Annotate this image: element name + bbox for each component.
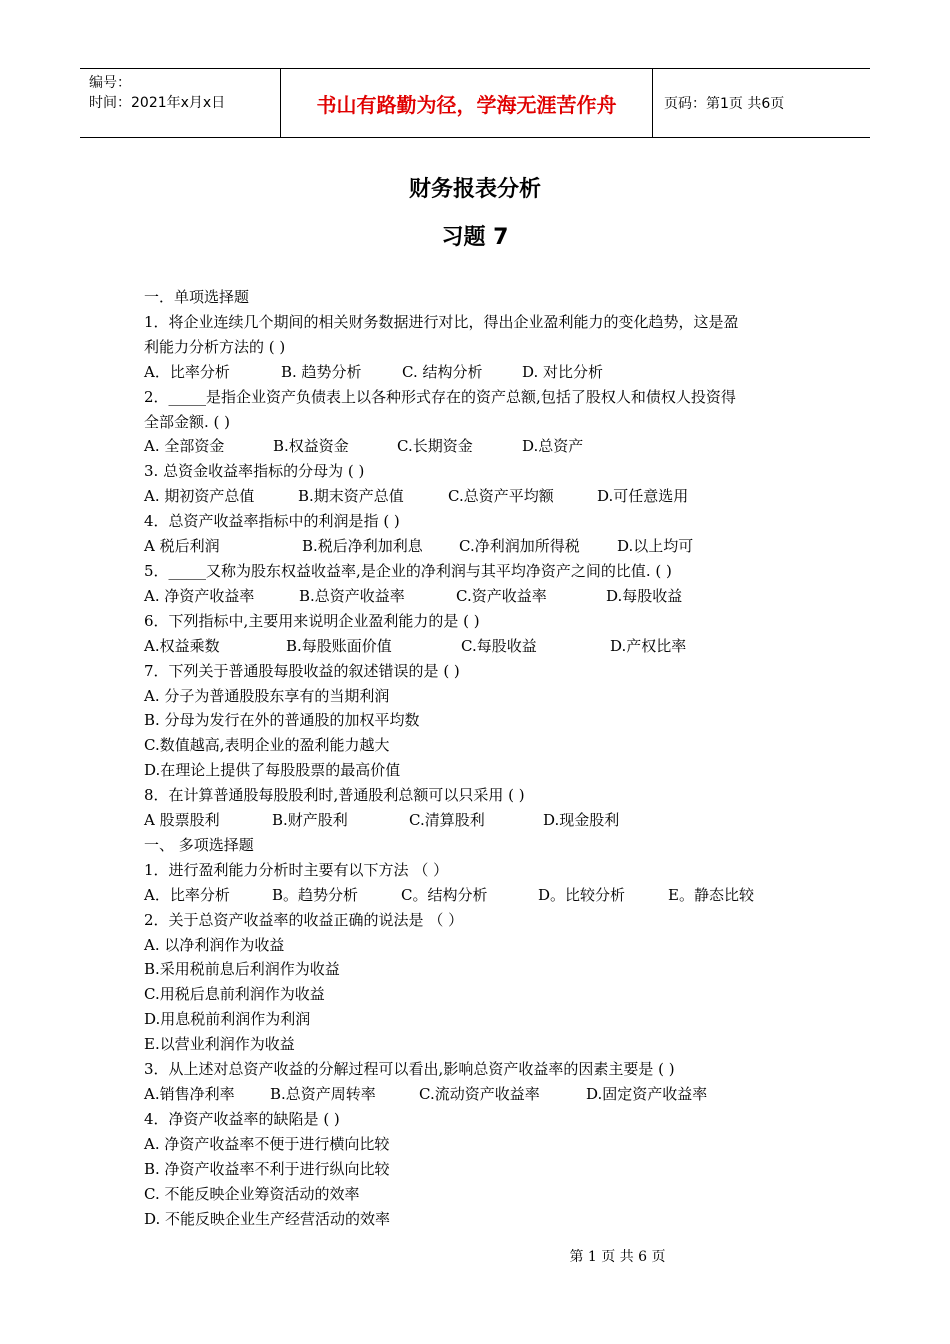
option: A．比率分析 xyxy=(144,885,230,904)
option: D.用息税前利润作为利润 xyxy=(144,1010,311,1029)
option: C. 结构分析 xyxy=(402,362,483,381)
multi-question-3-options xyxy=(144,1082,814,1107)
option: D.每股收益 xyxy=(606,586,683,605)
document-title: 财务报表分析 xyxy=(408,177,541,202)
option: A. 净资产收益率 xyxy=(144,586,255,605)
page-header xyxy=(80,68,870,138)
header-number: 编号： xyxy=(89,75,131,91)
option: D.在理论上提供了每股股票的最高价值 xyxy=(144,761,401,780)
option: B.税后净利加利息 xyxy=(302,537,423,556)
question-5-options xyxy=(144,584,814,609)
header-motto: 书山有路勤为径，学海无涯苦作舟 xyxy=(281,69,653,137)
option: C.长期资金 xyxy=(397,437,473,456)
option: A. 分子为普通股股东享有的当期利润 xyxy=(144,686,390,705)
option: C.资产收益率 xyxy=(456,586,547,605)
option: B. 分母为发行在外的普通股的加权平均数 xyxy=(144,711,420,730)
header-time: 时间：2021年x月x日 xyxy=(89,95,226,111)
multi-question-2-text: 2．关于总资产收益率的收益正确的说法是 （ ） xyxy=(144,910,464,929)
option: D.以上均可 xyxy=(617,537,694,556)
option: D.现金股利 xyxy=(543,811,620,830)
option: C.每股收益 xyxy=(461,636,537,655)
section-heading-single: 一．单项选择题 xyxy=(144,288,250,306)
question-2-options xyxy=(144,434,814,459)
option: A 税后利润 xyxy=(144,537,220,556)
option: C.总资产平均额 xyxy=(448,487,554,506)
question-4-options xyxy=(144,534,814,559)
option: A. 期初资产总值 xyxy=(144,487,255,506)
question-3-options xyxy=(144,484,814,509)
option: E.以营业利润作为收益 xyxy=(144,1035,295,1054)
multi-question-4-text: 4．净资产收益率的缺陷是 ( ) xyxy=(144,1109,340,1128)
question-1-text: 1．将企业连续几个期间的相关财务数据进行对比，得出企业盈利能力的变化趋势，这是盈 xyxy=(144,312,739,331)
option: D.可任意选用 xyxy=(597,487,689,506)
option: B.总资产收益率 xyxy=(299,586,405,605)
question-6-text: 6．下列指标中,主要用来说明企业盈利能力的是 ( ) xyxy=(144,611,480,630)
option: C。结构分析 xyxy=(401,885,488,904)
option: C.数值越高,表明企业的盈利能力越大 xyxy=(144,736,390,755)
option: D.总资产 xyxy=(522,437,584,456)
question-2-text-cont: 全部金额. ( ) xyxy=(144,412,231,431)
option: D. 对比分析 xyxy=(522,362,604,381)
question-8-options xyxy=(144,808,814,833)
option: B.采用税前息后利润作为收益 xyxy=(144,960,340,979)
option: A 股票股利 xyxy=(144,811,220,830)
section-heading-multiple: 一、 多项选择题 xyxy=(144,835,254,854)
multi-question-1-text: 1．进行盈利能力分析时主要有以下方法 （ ） xyxy=(144,860,449,879)
option: C.净利润加所得税 xyxy=(459,537,580,556)
option: E。静态比较 xyxy=(668,885,754,904)
question-4-text: 4．总资产收益率指标中的利润是指 ( ) xyxy=(144,512,400,531)
option: A．比率分析 xyxy=(144,362,230,381)
option: A. 全部资金 xyxy=(144,437,225,456)
option: D.产权比率 xyxy=(610,636,687,655)
question-2-text: 2．_____是指企业资产负债表上以各种形式存在的资产总额,包括了股权人和债权人投资得 xyxy=(144,387,736,406)
option: B.权益资金 xyxy=(273,437,349,456)
option: A.销售净利率 xyxy=(144,1085,235,1103)
header-meta xyxy=(80,69,281,137)
option: D. 不能反映企业生产经营活动的效率 xyxy=(144,1209,391,1228)
option: B.期末资产总值 xyxy=(298,487,404,506)
document-subtitle: 习题 7 xyxy=(441,225,509,250)
option: C.流动资产收益率 xyxy=(419,1085,540,1103)
option: D.固定资产收益率 xyxy=(586,1085,708,1103)
question-8-text: 8．在计算普通股每股股利时,普通股利总额可以只采用 ( ) xyxy=(144,786,525,805)
multi-question-1-options xyxy=(144,883,814,908)
question-3-text: 3. 总资金收益率指标的分母为 ( ) xyxy=(144,462,365,481)
question-1-text-cont: 利能力分析方法的 ( ) xyxy=(144,337,286,356)
option: C.用税后息前利润作为收益 xyxy=(144,985,325,1004)
header-page-info: 页码：第1页 共6页 xyxy=(664,96,785,112)
option: A. 净资产收益率不便于进行横向比较 xyxy=(144,1134,390,1153)
option: B.总资产周转率 xyxy=(270,1085,376,1103)
option: C.清算股利 xyxy=(409,811,485,830)
question-7-text: 7．下列关于普通股每股收益的叙述错误的是 ( ) xyxy=(144,661,460,680)
option: C. 不能反映企业筹资活动的效率 xyxy=(144,1184,360,1203)
option: B。趋势分析 xyxy=(272,885,359,904)
option: A.权益乘数 xyxy=(144,636,220,655)
option: B. 趋势分析 xyxy=(281,362,362,381)
multi-question-3-text: 3．从上述对总资产收益的分解过程可以看出,影响总资产收益率的因素主要是 ( ) xyxy=(144,1060,675,1079)
option: D。比较分析 xyxy=(538,885,626,904)
option: B.每股账面价值 xyxy=(286,636,392,655)
question-5-text: 5．_____又称为股东权益收益率,是企业的净利润与其平均净资产之间的比值. ( ) xyxy=(144,561,672,580)
option: B. 净资产收益率不利于进行纵向比较 xyxy=(144,1159,390,1178)
page-footer: 第 1 页 共 6 页 xyxy=(569,1249,666,1265)
question-1-options xyxy=(144,360,814,385)
question-6-options xyxy=(144,634,814,659)
option: B.财产股利 xyxy=(272,811,348,830)
question-list xyxy=(144,285,814,1231)
option: A. 以净利润作为收益 xyxy=(144,935,285,954)
